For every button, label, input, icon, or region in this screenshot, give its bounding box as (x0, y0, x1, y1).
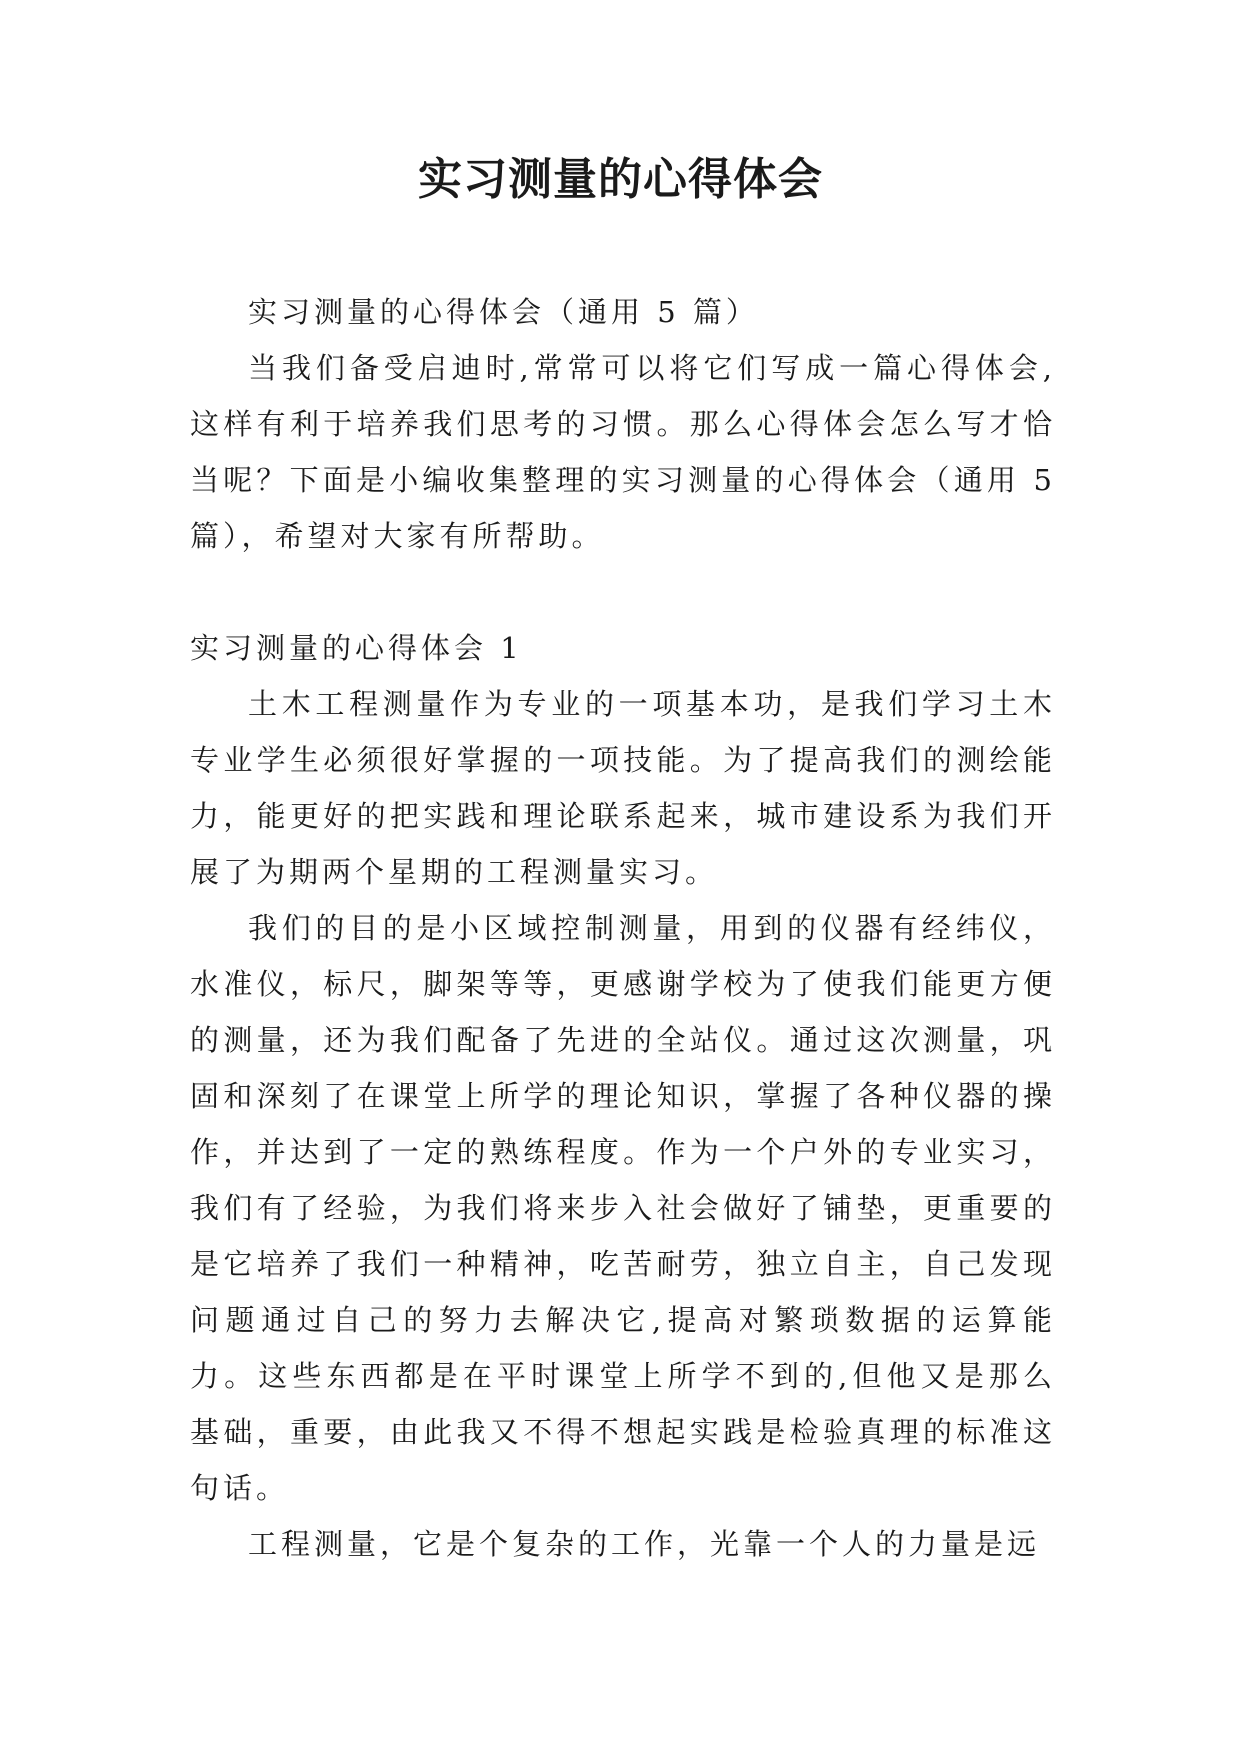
section-heading: 实习测量的心得体会 1 (190, 631, 523, 665)
document-title: 实习测量的心得体会 (418, 154, 823, 205)
intro-paragraph: 当我们备受启迪时,常常可以将它们写成一篇心得体会,这样有利于培养我们思考的习惯。那么心得体会怎么写才恰当呢？下面是小编收集整理的实习测量的心得体会（通用 5 篇），希望对大家有所帮助。 (190, 351, 1056, 553)
paragraph-gap (190, 564, 1056, 620)
document-subtitle: 实习测量的心得体会（通用 5 篇） (248, 295, 759, 329)
body-paragraph: 工程测量，它是个复杂的工作，光靠一个人的力量是远 (248, 1527, 1041, 1561)
document-body (190, 284, 1056, 1572)
body-paragraph: 土木工程测量作为专业的一项基本功，是我们学习土木专业学生必须很好掌握的一项技能。为了提高我们的测绘能力，能更好的把实践和理论联系起来，城市建设系为我们开展了为期两个星期的工程测量实习。 (190, 687, 1056, 889)
body-paragraph: 我们的目的是小区域控制测量，用到的仪器有经纬仪，水准仪，标尺，脚架等等，更感谢学校为了使我们能更方便的测量，还为我们配备了先进的全站仪。通过这次测量，巩固和深刻了在课堂上所学的理论知识，掌握了各种仪器的操作，并达到了一定的熟练程度。作为一个户外的专业实习，我们有了经验，为我们将来步入社会做好了铺垫，更重要的是它培养了我们一种精神，吃苦耐劳，独立自主，自己发现问题通过自己的努力去解决它,提高对繁琐数据的运算能力。这些东西都是在平时课堂上所学不到的,但他又是那么基础，重要，由此我又不得不想起实践是检验真理的标准这句话。 (190, 911, 1056, 1505)
